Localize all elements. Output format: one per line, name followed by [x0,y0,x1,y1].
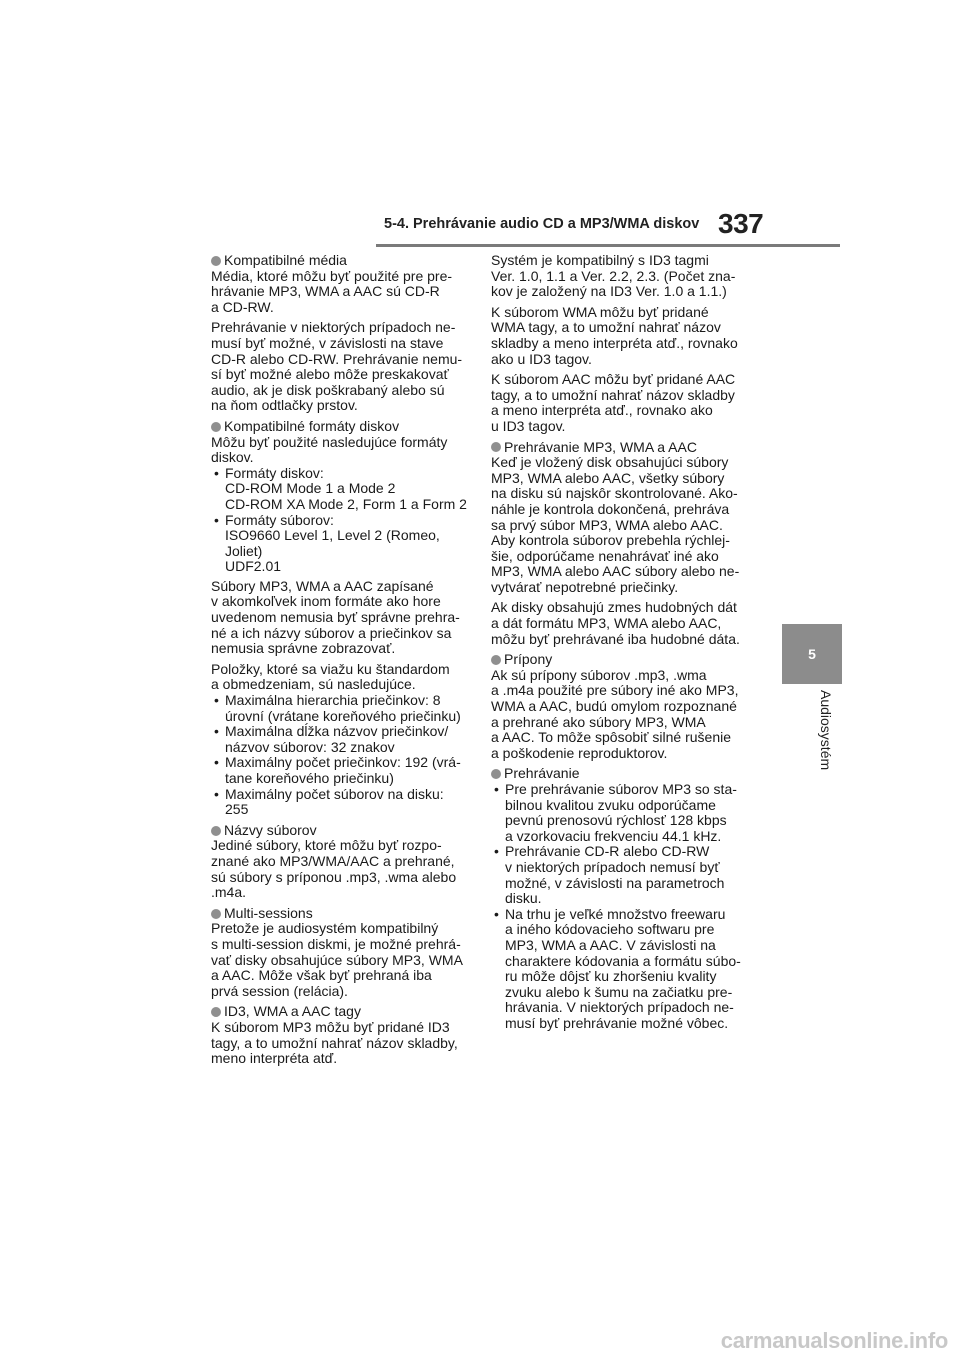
paragraph: K súborom AAC môžu byť pridané AAC tagy, a to umožní nahrať názov skladby a meno interpréta atď., rovnako ako u ID3 tagov. [491,371,736,434]
paragraph: K súborom WMA môžu byť pridané WMA tagy, a to umožní nahrať názov skladby a meno interpréta atď., rovnako ako u ID3 tagov. [491,303,738,367]
page-number: 337 [718,208,764,239]
paragraph: K súborom MP3 môžu byť pridané ID3 tagy, a to umožní nahrať názov skladby, meno interpréta atď. [211,1018,458,1067]
limits-list [211,693,491,818]
bullet-icon [211,1007,221,1017]
section-disc-formats [211,419,491,818]
list-item: • Formáty súborov: ISO9660 Level 1, Level 2 (Romeo, Joliet) UDF2.01 [211,513,491,575]
watermark: carmanualsonline.info [720,1328,948,1353]
section-heading: Kompatibilné formáty diskov [224,417,400,434]
bullet-icon [211,422,221,432]
header-rule [376,244,840,247]
list-item: • Na trhu je veľké množstvo freewaru a iného kódovacieho softwaru pre MP3, WMA a AAC. V závislosti na charaktere kódovania a formátu súbo- ru môže dôjsť ku zhoršeniu kvality zvuku alebo k šumu na začiatku pre- hrávania. V niektorých prípadoch ne- musí byť prehrávanie možné vôbec. [491,907,771,1032]
bullet-icon [491,769,501,779]
paragraph: Ak sú prípony súborov .mp3, .wma a .m4a použité pre súbory iné ako MP3, WMA a AAC, budú omylom rozpoznané a prehrané ako súbory MP3, WMA a AAC. To môže spôsobiť silné rušenie a poškodenie reproduktorov. [491,666,739,761]
paragraph: Môžu byť použité nasledujúce formáty diskov. [211,433,448,466]
section-tags [211,1004,491,1066]
paragraph: Jediné súbory, ktoré môžu byť rozpo- znané ako MP3/WMA/AAC a prehrané, sú súbory s príponou .mp3, .wma alebo .m4a. [211,837,457,901]
list-item: • Maximálna hierarchia priečinkov: 8 úrovní (vrátane koreňového priečinku) [211,693,491,724]
section-heading: Názvy súborov [224,821,317,838]
chapter-label: Audiosystém [818,690,834,771]
section-heading: Prehrávanie MP3, WMA a AAC [504,438,697,455]
section-heading: Prehrávanie [504,765,580,782]
playback-list [491,782,771,1032]
paragraph: Keď je vložený disk obsahujúci súbory MP3, WMA alebo AAC, všetky súbory na disku sú najskôr skontrolované. Ako- náhle je kontrola dokončená, prehráva sa prvý súbor MP3, WMA alebo AAC. Aby kontrola súborov prebehla rýchlej- šie, odporúčame nenahrávať iné ako MP3, WMA alebo AAC súbory alebo ne- vytvárať nepotrebné priečinky. [491,454,740,595]
paragraph: Súbory MP3, WMA a AAC zapísané v akomkoľvek inom formáte ako hore uvedenom nemusia byť správne prehra- né a ich názvy súborov a priečinkov sa nemusia správne zobrazovať. [211,577,460,657]
header-title: 5-4. Prehrávanie audio CD a MP3/WMA diskov [384,216,700,232]
bullet-icon [211,826,221,836]
left-column [211,253,491,1072]
section-compatible-media [211,253,491,414]
bullet-icon [211,909,221,919]
section-playback [491,766,771,1031]
list-item: • Maximálny počet priečinkov: 192 (vrá- tane koreňového priečinku) [211,755,491,786]
section-heading: ID3, WMA a AAC tagy [224,1003,361,1020]
paragraph: Položky, ktoré sa viažu ku štandardom a obmedzeniam, sú nasledujúce. [211,660,450,693]
section-extensions [491,652,771,761]
list-item: • Formáty diskov: CD-ROM Mode 1 a Mode 2 CD-ROM XA Mode 2, Form 1 a Form 2 [211,466,491,513]
paragraph: Systém je kompatibilný s ID3 tagmi Ver. 1.0, 1.1 a Ver. 2.2, 2.3. (Počet zna- kov je založený na ID3 Ver. 1.0 a 1.1.) [491,252,736,300]
list-item: • Prehrávanie CD-R alebo CD-RW v niektorých prípadoch nemusí byť možné, v závislosti na parametroch disku. [491,844,771,906]
bullet-icon [491,442,501,452]
list-item: • Maximálny počet súborov na disku: 255 [211,787,491,818]
section-playback-mp3 [491,440,771,648]
bullet-icon [491,655,501,665]
paragraph: Pretože je audiosystém kompatibilný s multi-session diskmi, je možné prehrá- vať disky obsahujúce súbory MP3, WMA a AAC. Môže však byť prehraná iba prvá session (relácia). [211,920,463,999]
list-item: • Maximálna dĺžka názvov priečinkov/ názvov súborov: 32 znakov [211,724,491,755]
section-heading: Kompatibilné média [224,252,347,268]
section-heading: Multi-sessions [224,904,313,921]
list-item: • Pre prehrávanie súborov MP3 so sta- bilnou kvalitou zvuku odporúčame pevnú prenosovú rýchlosť 128 kbps a vzorkovaciu frekvenciu 44.1 kHz. [491,782,771,844]
chapter-tab: 5 [782,624,842,684]
paragraph: Prehrávanie v niektorých prípadoch ne- musí byť možné, v závislosti na stave CD-R alebo CD-RW. Prehrávanie nemu- sí byť možné alebo môže preskakovať audio, ak je disk poškrabaný alebo sú na ňom odtlačky prstov. [211,319,463,414]
bullet-icon [211,256,221,266]
paragraph: Ak disky obsahujú zmes hudobných dát a dát formátu MP3, WMA alebo AAC, môžu byť prehrávané iba hudobné dáta. [491,599,740,647]
paragraph: Média, ktoré môžu byť použité pre pre- hrávanie MP3, WMA a AAC sú CD-R a CD-RW. [211,267,453,315]
right-column [491,253,771,1037]
format-list [211,466,491,575]
section-file-names [211,823,491,901]
section-multi-sessions [211,906,491,1000]
section-heading: Prípony [504,651,553,668]
